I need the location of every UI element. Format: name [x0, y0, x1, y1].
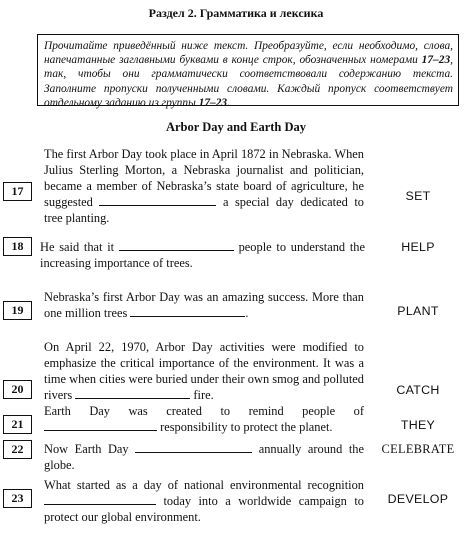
task-23-number: 23: [3, 489, 32, 508]
text-title: Arbor Day and Earth Day: [165, 120, 307, 134]
section-title: Раздел 2. Грамматика и лексика: [148, 6, 324, 20]
task-18-blank[interactable]: [119, 239, 234, 251]
task-21-text-before: Earth Day was created to remind people of: [44, 404, 364, 418]
task-17-word: SET: [405, 189, 431, 203]
task-23-text-before: What started as a day of national environmental recognition: [44, 478, 364, 492]
task-23-paragraph: [44, 477, 364, 525]
task-18-number: 18: [3, 237, 32, 256]
task-20-blank[interactable]: [75, 387, 190, 399]
task-22-number: 22: [3, 440, 32, 459]
task-23-text-after: today into a worldwide campaign to protect our global environment.: [44, 494, 364, 524]
task-20-text-before: On April 22, 1970, Arbor Day activities were modified to emphasize the critical importance of the environment. It was a time when cities were buried under their own smog and polluted rivers: [44, 340, 364, 402]
task-22-text-before: Now Earth Day: [44, 442, 136, 456]
task-19-word: PLANT: [397, 304, 439, 318]
instructions-text-3: .: [227, 96, 230, 109]
task-20-text-after: fire.: [190, 388, 214, 402]
instructions-text-2: , так, чтобы они грамматически соответствовали содержанию текста. Заполните пропуски полученными словами. Каждый пропуск соответствует отдельному заданию из группы: [44, 54, 453, 109]
instructions-text-1: Прочитайте приведённый ниже текст. Преобразуйте, если необходимо, слова, напечатанные заглавными буквами в конце строк, обозначенных номерами: [44, 40, 453, 67]
task-19-paragraph: [44, 289, 364, 321]
task-17-text-after: a special day dedicated to tree planting.: [44, 195, 364, 225]
task-18-text-after: people to understand the increasing importance of trees.: [40, 240, 366, 270]
task-21-word: THEY: [400, 418, 436, 432]
task-22-blank[interactable]: [135, 441, 252, 453]
task-19-text-before: Nebraska’s first Arbor Day was an amazing success. More than one million trees: [44, 290, 364, 320]
task-18-paragraph: [40, 239, 365, 271]
task-18-word: HELP: [401, 240, 435, 254]
task-22-word: CELEBRATE: [381, 442, 455, 456]
instructions-box: [37, 34, 459, 109]
task-20-word: CATCH: [396, 383, 440, 397]
task-17-number: 17: [3, 182, 32, 201]
task-21-number: 21: [3, 415, 32, 434]
task-19-blank[interactable]: [130, 305, 245, 317]
instructions-range-2: 17–23: [198, 96, 228, 109]
task-17-paragraph: [44, 146, 364, 226]
instructions-range-1: 17–23: [421, 54, 451, 67]
task-23-blank[interactable]: [44, 493, 156, 505]
task-18-text-before: He said that it: [40, 240, 119, 254]
task-23-word: DEVELOP: [387, 492, 449, 506]
task-21-text-after: responsibility to protect the planet.: [157, 420, 333, 434]
task-21-blank[interactable]: [44, 419, 157, 431]
task-19-text-after: .: [245, 306, 249, 320]
task-21-paragraph: [44, 403, 364, 435]
task-22-text-after: annually around the globe.: [44, 442, 364, 472]
task-20-paragraph: [44, 339, 364, 403]
task-22-paragraph: [44, 441, 364, 473]
task-20-number: 20: [3, 380, 32, 399]
task-17-blank[interactable]: [99, 194, 216, 206]
task-19-number: 19: [3, 301, 32, 320]
task-17-text-before: The first Arbor Day took place in April 1872 in Nebraska. When Julius Sterling Morton, a Nebraska journalist and politician, became a member of Nebraska’s state board of agriculture, he suggested: [44, 147, 364, 209]
